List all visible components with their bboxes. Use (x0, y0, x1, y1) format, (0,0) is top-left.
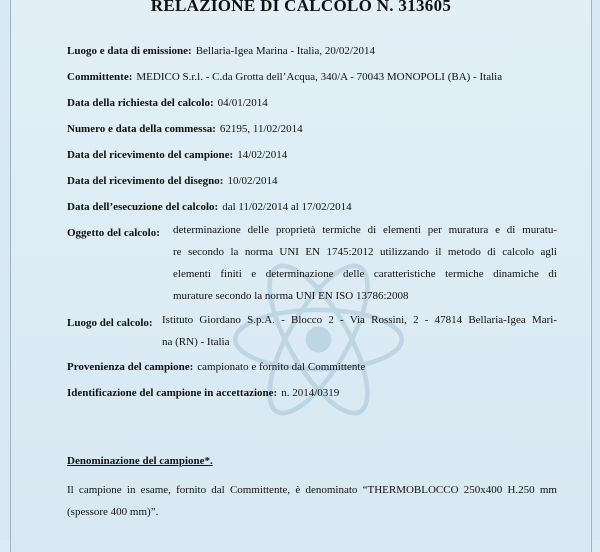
text-line: (spessore 400 mm)”. (67, 506, 159, 518)
field-label: Oggetto del calcolo: (67, 227, 160, 239)
text-line: determinazione delle proprietà termiche di elementi per muratura e di muratu- (173, 224, 557, 236)
text-line: na (RN) - Italia (162, 336, 230, 348)
report-title: RELAZIONE DI CALCOLO N. 313605 (150, 0, 452, 15)
field-value: 04/01/2014 (217, 97, 268, 109)
field-value: n. 2014/0319 (281, 387, 340, 399)
field-luogo-calcolo-label (67, 315, 153, 331)
report-sheet (10, 0, 592, 552)
field-value: 14/02/2014 (237, 149, 288, 161)
field-provenienza (67, 359, 365, 375)
field-label: Data del ricevimento del campione: (67, 149, 234, 161)
field-esecuzione-calcolo (67, 199, 352, 215)
field-label: Committente: (67, 71, 133, 83)
field-data-richiesta (67, 95, 268, 111)
field-oggetto-label (67, 225, 160, 241)
field-label: Data del ricevimento del disegno: (67, 175, 224, 187)
field-label: Luogo del calcolo: (67, 317, 153, 329)
field-identificazione (67, 385, 339, 401)
field-label: Identificazione del campione in accettazione: (67, 387, 278, 399)
field-label: Provenienza del campione: (67, 361, 194, 373)
field-value: Bellaria-Igea Marina - Italia, 20/02/2014 (195, 45, 375, 57)
field-ricevimento-campione (67, 147, 287, 163)
field-value: dal 11/02/2014 al 17/02/2014 (222, 201, 352, 213)
field-label: Data dell’esecuzione del calcolo: (67, 201, 219, 213)
text-line: Il campione in esame, fornito dal Committente, è denominato “THERMOBLOCCO 250x400 H.250 mm (67, 484, 557, 496)
paragraph-denominazione (67, 479, 557, 523)
field-value: campionato e fornito dal Committente (197, 361, 366, 373)
field-label: Data della richiesta del calcolo: (67, 97, 214, 109)
section-title-denominazione: Denominazione del campione*. (67, 455, 213, 467)
field-luogo-data (67, 43, 375, 59)
field-numero-commessa (67, 121, 303, 137)
text-line: Istituto Giordano S.p.A. - Blocco 2 - Via Rossini, 2 - 47814 Bellaria-Igea Mari- (162, 314, 557, 326)
text-line: murature secondo la norma UNI EN ISO 13786:2008 (173, 290, 409, 302)
text-line: re secondo la norma UNI EN 1745:2012 utilizzando il metodo di calcolo agli (173, 246, 557, 258)
field-value: 62195, 11/02/2014 (219, 123, 303, 135)
field-oggetto-value (173, 219, 557, 307)
field-luogo-calcolo-value (162, 309, 557, 353)
field-committente (67, 69, 502, 85)
field-value: MEDICO S.r.l. - C.da Grotta dell’Acqua, 340/A - 70043 MONOPOLI (BA) - Italia (136, 71, 503, 83)
field-ricevimento-disegno (67, 173, 278, 189)
field-label: Luogo e data di emissione: (67, 45, 192, 57)
field-label: Numero e data della commessa: (67, 123, 216, 135)
field-value: 10/02/2014 (227, 175, 278, 187)
text-line: elementi finiti e determinazione delle caratteristiche termiche dinamiche di (173, 268, 557, 280)
